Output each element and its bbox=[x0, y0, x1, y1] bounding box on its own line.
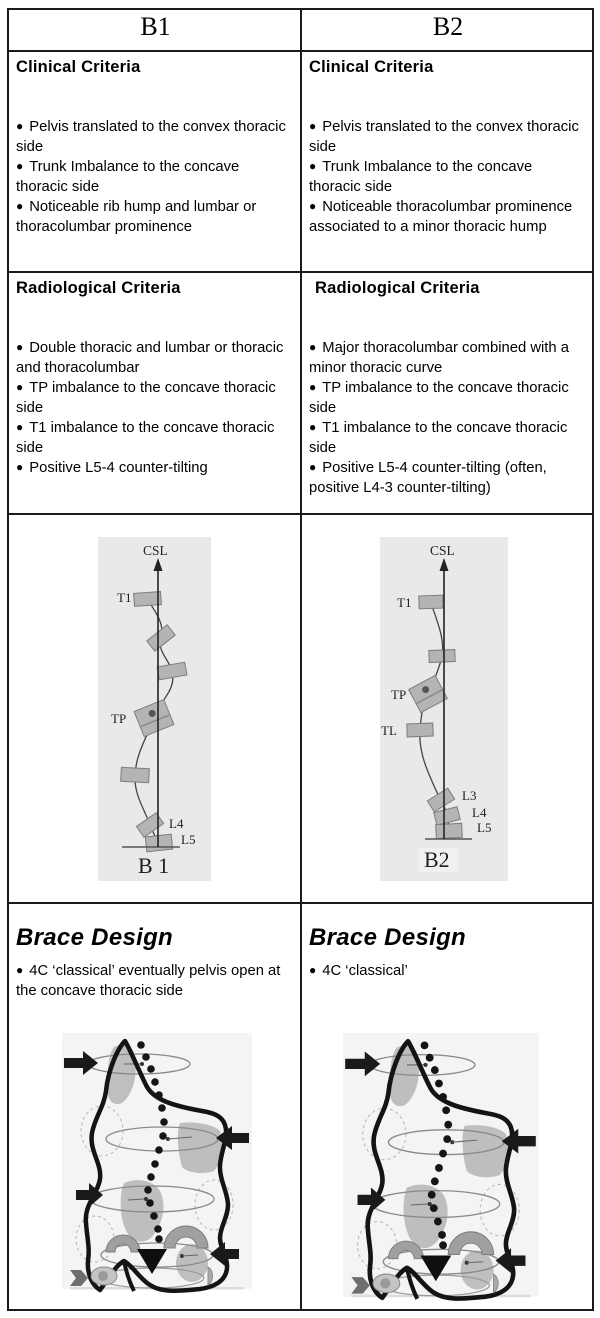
vertebra-t1 bbox=[419, 595, 443, 609]
section-heading: Clinical Criteria bbox=[309, 58, 434, 76]
diagram-caption: B 1 bbox=[138, 853, 170, 878]
label-t1: T1 bbox=[397, 595, 412, 610]
list-item-text: Trunk Imbalance to the concave thoracic side bbox=[309, 159, 533, 195]
list-item-text: Positive L5-4 counter-tilting (often, positive L4-3 counter-tilting) bbox=[309, 460, 547, 496]
bullet-list bbox=[16, 117, 295, 237]
list-item-text: Pelvis translated to the convex thoracic side bbox=[16, 119, 286, 155]
list-item-text: Noticeable thoracolumbar prominence associated to a minor thoracic hump bbox=[309, 199, 573, 235]
list-item bbox=[16, 157, 295, 197]
bullet-icon: ● bbox=[16, 380, 24, 394]
list-item-text: TP imbalance to the concave thoracic side bbox=[16, 380, 276, 416]
section-heading: Radiological Criteria bbox=[315, 279, 480, 297]
label-l3: L3 bbox=[462, 788, 477, 803]
list-item-text: 4C ‘classical’ bbox=[322, 963, 408, 979]
spine-diagram-cell-b2 bbox=[302, 515, 592, 904]
list-item-text: Major thoracolumbar combined with a minor thoracic curve bbox=[309, 340, 569, 376]
vertebra bbox=[429, 650, 455, 663]
list-item-text: TP imbalance to the concave thoracic side bbox=[309, 380, 569, 416]
bullet-icon: ● bbox=[309, 963, 317, 977]
vertebra-l5 bbox=[145, 834, 172, 852]
column-header-b1: B1 bbox=[9, 10, 302, 52]
list-item bbox=[309, 117, 587, 157]
spine-diagram-b2 bbox=[380, 537, 508, 881]
list-item bbox=[16, 458, 295, 478]
list-item bbox=[309, 378, 587, 418]
vertebra-tl bbox=[407, 723, 433, 737]
bullet-list bbox=[16, 961, 295, 1001]
bullet-icon: ● bbox=[16, 460, 24, 474]
label-t1: T1 bbox=[117, 590, 132, 605]
list-item bbox=[309, 418, 587, 458]
bullet-icon: ● bbox=[309, 199, 317, 213]
list-item-text: Pelvis translated to the convex thoracic side bbox=[309, 119, 579, 155]
list-item bbox=[309, 157, 587, 197]
column-header-b2: B2 bbox=[302, 10, 592, 52]
bullet-icon: ● bbox=[309, 119, 317, 133]
brace-schematic-b2 bbox=[343, 1033, 539, 1306]
bullet-list bbox=[309, 961, 587, 981]
section-heading: Radiological Criteria bbox=[16, 279, 181, 297]
label-l4: L4 bbox=[472, 805, 487, 820]
list-item-text: Trunk Imbalance to the concave thoracic side bbox=[16, 159, 240, 195]
diagram-caption: B2 bbox=[424, 847, 450, 872]
bullet-icon: ● bbox=[16, 159, 24, 173]
radiological-criteria-cell-b2 bbox=[302, 273, 592, 515]
axis-label: CSL bbox=[143, 543, 168, 558]
label-tp: TP bbox=[391, 687, 407, 702]
brace-design-heading: Brace Design bbox=[309, 924, 466, 951]
spine-diagram-b1 bbox=[98, 537, 211, 881]
list-item bbox=[309, 197, 587, 237]
classification-table bbox=[7, 8, 594, 1311]
list-item-text: T1 imbalance to the concave thoracic side bbox=[309, 420, 568, 456]
vertebra bbox=[121, 767, 150, 782]
list-item bbox=[16, 418, 295, 458]
list-item-text: 4C ‘classical’ eventually pelvis open at the concave thoracic side bbox=[16, 963, 281, 999]
bullet-icon: ● bbox=[309, 380, 317, 394]
bullet-icon: ● bbox=[309, 159, 317, 173]
bullet-list bbox=[16, 338, 295, 478]
list-item bbox=[16, 197, 295, 237]
bullet-icon: ● bbox=[16, 119, 24, 133]
label-l4: L4 bbox=[169, 816, 184, 831]
bullet-list bbox=[309, 117, 587, 237]
section-heading: Clinical Criteria bbox=[16, 58, 141, 76]
bullet-list bbox=[309, 338, 587, 498]
label-tp: TP bbox=[111, 711, 127, 726]
brace-schematic-b1 bbox=[62, 1033, 252, 1298]
list-item bbox=[16, 338, 295, 378]
bullet-icon: ● bbox=[309, 420, 317, 434]
list-item-text: Double thoracic and lumbar or thoracic and thoracolumbar bbox=[16, 340, 284, 376]
clinical-criteria-cell-b2 bbox=[302, 52, 592, 273]
list-item bbox=[16, 961, 295, 1001]
clinical-criteria-cell-b1 bbox=[9, 52, 302, 273]
list-item-text: Noticeable rib hump and lumbar or thoracolumbar prominence bbox=[16, 199, 257, 235]
bullet-icon: ● bbox=[16, 340, 24, 354]
brace-design-cell-b1 bbox=[9, 904, 302, 1309]
brace-design-heading: Brace Design bbox=[16, 924, 173, 951]
vertebra-l5 bbox=[436, 823, 463, 838]
bullet-icon: ● bbox=[309, 460, 317, 474]
list-item bbox=[16, 378, 295, 418]
list-item-text: T1 imbalance to the concave thoracic side bbox=[16, 420, 275, 456]
spine-diagram-cell-b1 bbox=[9, 515, 302, 904]
list-item bbox=[16, 117, 295, 157]
radiological-criteria-cell-b1 bbox=[9, 273, 302, 515]
list-item-text: Positive L5-4 counter-tilting bbox=[29, 460, 208, 476]
brace-design-cell-b2 bbox=[302, 904, 592, 1309]
bullet-icon: ● bbox=[16, 963, 24, 977]
bullet-icon: ● bbox=[309, 340, 317, 354]
label-tl: TL bbox=[381, 723, 397, 738]
label-l5: L5 bbox=[181, 832, 196, 847]
list-item bbox=[309, 961, 587, 981]
list-item bbox=[309, 338, 587, 378]
bullet-icon: ● bbox=[16, 420, 24, 434]
bullet-icon: ● bbox=[16, 199, 24, 213]
list-item bbox=[309, 458, 587, 498]
axis-label: CSL bbox=[430, 543, 455, 558]
label-l5: L5 bbox=[477, 820, 492, 835]
